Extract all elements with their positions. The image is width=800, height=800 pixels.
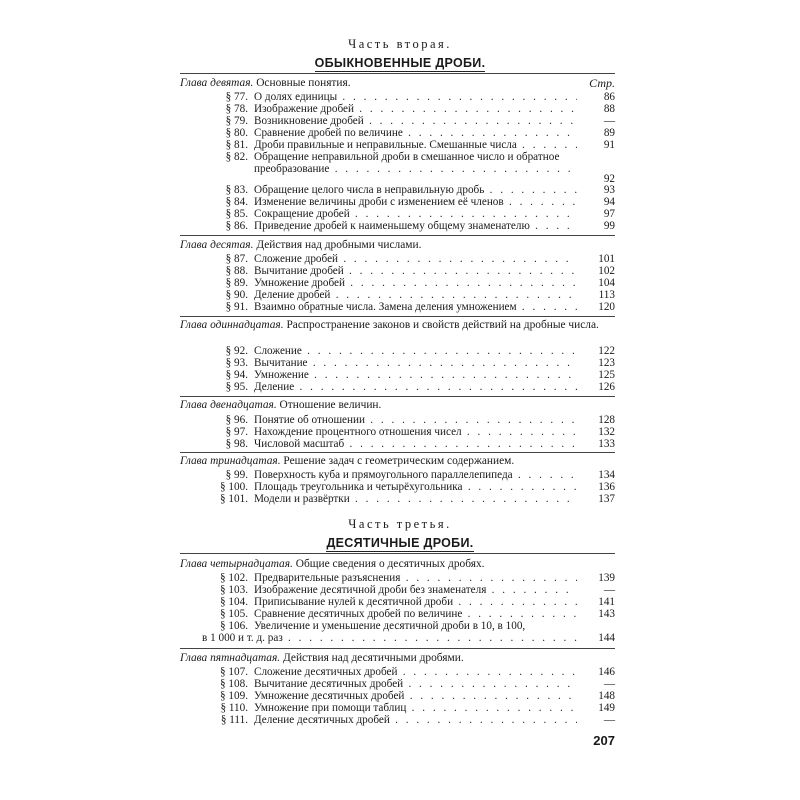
chapter-label: Глава четырнадцатая. bbox=[180, 558, 293, 570]
entry-title: Взаимно обратные числа. Замена деления умножением . . . bbox=[254, 301, 577, 314]
entry-page: 120 bbox=[598, 301, 615, 313]
chapter-title: Действия над дробными числами. bbox=[256, 239, 422, 251]
toc-entry bbox=[180, 301, 615, 314]
entry-page: 137 bbox=[598, 493, 615, 505]
toc-entry bbox=[180, 714, 615, 727]
chapter-title: Отношение величин. bbox=[279, 399, 382, 411]
entry-title: Нахождение процентного отношения чисел . . . bbox=[254, 426, 577, 439]
chapter-label: Глава одиннадцатая. bbox=[180, 319, 284, 331]
entry-number: § 88. bbox=[225, 265, 248, 277]
entry-number: § 77. bbox=[225, 91, 248, 103]
chapter-heading bbox=[180, 239, 615, 251]
entry-title: Приписывание нулей к десятичной дроби . . . bbox=[254, 596, 577, 609]
chapter-title: Основные понятия. bbox=[256, 77, 351, 89]
entry-number: § 96. bbox=[225, 414, 248, 426]
entry-number: § 94. bbox=[225, 369, 248, 381]
chapter-title: Действия над десятичными дробями. bbox=[283, 652, 464, 664]
entry-page: 113 bbox=[598, 289, 615, 301]
chapter-label: Глава тринадцатая. bbox=[180, 455, 281, 467]
entry-page: 149 bbox=[598, 702, 615, 714]
entry-page: — bbox=[603, 115, 615, 127]
chapter-heading bbox=[180, 652, 615, 664]
entry-title: Изображение дробей . . . bbox=[254, 103, 577, 116]
chapter-heading bbox=[180, 399, 615, 411]
entry-number: § 110. bbox=[220, 702, 248, 714]
chapter-title: Распространение законов и свойств действий на дробные числа. bbox=[286, 319, 599, 331]
entry-page: 88 bbox=[603, 103, 615, 115]
entry-page: 143 bbox=[598, 608, 615, 620]
chapter-heading bbox=[180, 558, 615, 570]
toc-entry-continuation bbox=[180, 632, 615, 645]
entry-number: § 111. bbox=[220, 714, 248, 726]
entry-title: Умножение . . . bbox=[254, 369, 577, 382]
entry-page: 89 bbox=[603, 127, 615, 139]
entry-page: 102 bbox=[598, 265, 615, 277]
entry-title: Площадь треугольника и четырёхугольника . . . bbox=[254, 481, 577, 494]
entry-title: Вычитание десятичных дробей . . . bbox=[254, 678, 577, 691]
entry-number: § 108. bbox=[220, 678, 248, 690]
entry-page: 146 bbox=[598, 666, 615, 678]
entry-number: § 102. bbox=[220, 572, 248, 584]
entry-number: § 86. bbox=[225, 220, 248, 232]
entry-page: 94 bbox=[603, 196, 615, 208]
entry-number: § 99. bbox=[225, 469, 248, 481]
entry-number: § 90. bbox=[225, 289, 248, 301]
entry-page: 123 bbox=[598, 357, 615, 369]
entry-title: Числовой масштаб . . . bbox=[254, 438, 577, 451]
entry-number: § 91. bbox=[225, 301, 248, 313]
chapter-heading bbox=[180, 455, 615, 467]
entry-number: § 84. bbox=[225, 196, 248, 208]
entry-page: 148 bbox=[598, 690, 615, 702]
entry-number: § 81. bbox=[225, 139, 248, 151]
entry-page: 122 bbox=[598, 345, 615, 357]
chapter-heading bbox=[180, 319, 615, 332]
entry-title: О долях единицы . . . bbox=[254, 91, 577, 104]
entry-title: Изображение десятичной дроби без знаменателя . . . bbox=[254, 584, 577, 597]
entry-title: Сложение десятичных дробей . . . bbox=[254, 666, 577, 679]
section-title bbox=[180, 56, 620, 70]
entry-page: 99 bbox=[603, 220, 615, 232]
entry-number: § 80. bbox=[225, 127, 248, 139]
toc-entry bbox=[180, 220, 615, 233]
entry-page: 91 bbox=[603, 139, 615, 151]
entry-page: 92 bbox=[603, 173, 615, 185]
entry-title: Умножение дробей . . . bbox=[254, 277, 577, 290]
section-title-text: ДЕСЯТИЧНЫЕ ДРОБИ. bbox=[326, 536, 474, 550]
part-title: Часть вторая. bbox=[348, 37, 452, 51]
entry-title: Изменение величины дроби с изменением её членов . . . bbox=[254, 196, 577, 209]
entry-page: 134 bbox=[598, 469, 615, 481]
entry-title: Сокращение дробей . . . bbox=[254, 208, 577, 221]
divider bbox=[180, 396, 615, 397]
entry-title: Увеличение и уменьшение десятичной дроби в 10, в 100, bbox=[254, 620, 526, 632]
entry-page: 133 bbox=[598, 438, 615, 450]
entry-page: 86 bbox=[603, 91, 615, 103]
entry-title: Приведение дробей к наименьшему общему знаменателю . . . bbox=[254, 220, 577, 233]
entry-number: § 95. bbox=[225, 381, 248, 393]
chapter-title: Решение задач с геометрическим содержанием. bbox=[283, 455, 515, 467]
page-number: 207 bbox=[593, 733, 615, 748]
entry-title: Вычитание дробей . . . bbox=[254, 265, 577, 278]
divider bbox=[180, 73, 615, 74]
entry-number: § 93. bbox=[225, 357, 248, 369]
entry-title: Сравнение десятичных дробей по величине . . . bbox=[254, 608, 577, 621]
entry-title: Сравнение дробей по величине . . . bbox=[254, 127, 577, 140]
entry-page: 139 bbox=[598, 572, 615, 584]
chapter-label: Глава десятая. bbox=[180, 239, 254, 251]
entry-number: § 107. bbox=[220, 666, 248, 678]
entry-number: § 105. bbox=[220, 608, 248, 620]
entry-page: 93 bbox=[603, 184, 615, 196]
page-column-header: Стр. bbox=[589, 76, 615, 90]
entry-page: 132 bbox=[598, 426, 615, 438]
entry-title-continuation: преобразование . . . bbox=[254, 163, 577, 176]
entry-page: 128 bbox=[598, 414, 615, 426]
chapter-label: Глава пятнадцатая. bbox=[180, 652, 281, 664]
entry-number: § 83. bbox=[225, 184, 248, 196]
entry-title: Обращение целого числа в неправильную дробь . . . bbox=[254, 184, 577, 197]
entry-title: Деление дробей . . . bbox=[254, 289, 577, 302]
entry-number: § 82. bbox=[225, 151, 248, 163]
entry-number: § 106. bbox=[220, 620, 248, 632]
entry-title: Деление десятичных дробей . . . bbox=[254, 714, 577, 727]
section-title bbox=[180, 536, 620, 550]
entry-title: Поверхность куба и прямоугольного параллелепипеда . . . bbox=[254, 469, 577, 482]
entry-title: Умножение десятичных дробей . . . bbox=[254, 690, 577, 703]
entry-page: — bbox=[603, 584, 615, 596]
chapter-title: Общие сведения о десятичных дробях. bbox=[295, 558, 485, 570]
entry-title: Деление . . . bbox=[254, 381, 577, 394]
entry-title: Сложение дробей . . . bbox=[254, 253, 577, 266]
entry-title: Понятие об отношении . . . bbox=[254, 414, 577, 427]
entry-title: Обращение неправильной дроби в смешанное число и обратное bbox=[254, 151, 560, 163]
entry-number: § 103. bbox=[220, 584, 248, 596]
section-title-text: ОБЫКНОВЕННЫЕ ДРОБИ. bbox=[314, 56, 486, 70]
entry-page: 144 bbox=[598, 632, 615, 644]
toc-entry bbox=[180, 381, 615, 394]
entry-number: § 78. bbox=[225, 103, 248, 115]
entry-title: Умножение при помощи таблиц . . . bbox=[254, 702, 577, 715]
entry-page: 141 bbox=[598, 596, 615, 608]
entry-number: § 104. bbox=[220, 596, 248, 608]
entry-number: § 97. bbox=[225, 426, 248, 438]
entry-number: § 92. bbox=[225, 345, 248, 357]
part-title: Часть третья. bbox=[348, 517, 452, 531]
entry-title-continuation: в 1 000 и т. д. раз . . . bbox=[202, 632, 577, 645]
chapter-heading bbox=[180, 77, 615, 89]
chapter-label: Глава девятая. bbox=[180, 77, 254, 89]
entry-number: § 79. bbox=[225, 115, 248, 127]
entry-page: 104 bbox=[598, 277, 615, 289]
divider bbox=[180, 553, 615, 554]
entry-number: § 98. bbox=[225, 438, 248, 450]
entry-page: 126 bbox=[598, 381, 615, 393]
divider bbox=[180, 452, 615, 453]
entry-page: — bbox=[603, 714, 615, 726]
entry-number: § 101. bbox=[220, 493, 248, 505]
entry-number: § 87. bbox=[225, 253, 248, 265]
entry-title: Вычитание . . . bbox=[254, 357, 577, 370]
entry-number: § 85. bbox=[225, 208, 248, 220]
entry-title: Модели и развёртки . . . bbox=[254, 493, 577, 506]
entry-number: § 109. bbox=[220, 690, 248, 702]
entry-title: Возникновение дробей . . . bbox=[254, 115, 577, 128]
entry-title: Сложение . . . bbox=[254, 345, 577, 358]
toc-entry bbox=[180, 438, 615, 451]
entry-page: 97 bbox=[603, 208, 615, 220]
chapter-label: Глава двенадцатая. bbox=[180, 399, 277, 411]
divider bbox=[180, 648, 615, 649]
entry-title: Предварительные разъяснения . . . bbox=[254, 572, 577, 585]
divider bbox=[180, 235, 615, 236]
entry-page: 101 bbox=[598, 253, 615, 265]
entry-number: § 89. bbox=[225, 277, 248, 289]
entry-number: § 100. bbox=[220, 481, 248, 493]
entry-page: 125 bbox=[598, 369, 615, 381]
entry-title: Дроби правильные и неправильные. Смешанные числа . . . bbox=[254, 139, 577, 152]
divider bbox=[180, 316, 615, 317]
entry-page: — bbox=[603, 678, 615, 690]
entry-page: 136 bbox=[598, 481, 615, 493]
toc-entry bbox=[180, 493, 615, 506]
